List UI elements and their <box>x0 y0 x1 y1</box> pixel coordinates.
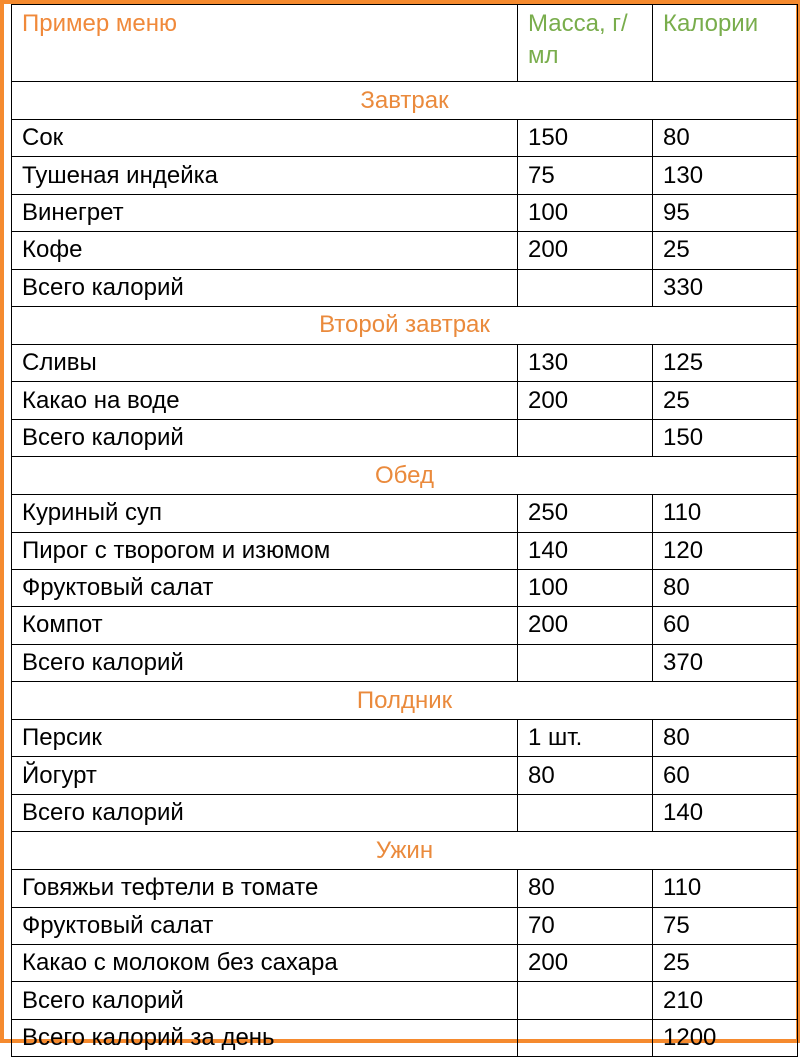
section-title: Ужин <box>12 832 798 870</box>
calories-cell: 75 <box>653 907 798 944</box>
calories-cell: 60 <box>653 607 798 644</box>
item-name-cell: Персик <box>12 720 518 757</box>
calories-cell: 130 <box>653 157 798 194</box>
mass-cell: 200 <box>518 607 653 644</box>
mass-cell <box>518 269 653 306</box>
table-row <box>12 532 798 569</box>
item-name-cell: Сок <box>12 120 518 157</box>
mass-cell: 200 <box>518 945 653 982</box>
item-name-cell: Всего калорий <box>12 419 518 456</box>
table-row <box>12 607 798 644</box>
calories-cell: 110 <box>653 870 798 907</box>
section-title: Второй завтрак <box>12 306 798 344</box>
mass-cell: 140 <box>518 532 653 569</box>
day-total-mass <box>518 1019 653 1056</box>
day-total-label: Всего калорий за день <box>12 1019 518 1056</box>
mass-cell: 80 <box>518 870 653 907</box>
item-name-cell: Всего калорий <box>12 982 518 1019</box>
calories-cell: 80 <box>653 120 798 157</box>
table-row <box>12 232 798 269</box>
section-header-row <box>12 82 798 120</box>
item-name-cell: Компот <box>12 607 518 644</box>
header-calories: Калории <box>653 5 798 82</box>
item-name-cell: Сливы <box>12 344 518 381</box>
item-name-cell: Тушеная индейка <box>12 157 518 194</box>
calories-cell: 80 <box>653 569 798 606</box>
calories-cell: 110 <box>653 495 798 532</box>
table-row <box>12 870 798 907</box>
mass-cell: 250 <box>518 495 653 532</box>
table-row <box>12 419 798 456</box>
section-title: Обед <box>12 457 798 495</box>
mass-cell <box>518 794 653 831</box>
item-name-cell: Винегрет <box>12 194 518 231</box>
section-title: Полдник <box>12 682 798 720</box>
table-row <box>12 382 798 419</box>
table-row <box>12 344 798 381</box>
section-header-row <box>12 682 798 720</box>
header-row <box>12 5 798 82</box>
calories-cell: 150 <box>653 419 798 456</box>
table-row <box>12 120 798 157</box>
item-name-cell: Куриный суп <box>12 495 518 532</box>
item-name-cell: Фруктовый салат <box>12 907 518 944</box>
calories-cell: 25 <box>653 945 798 982</box>
table-row <box>12 269 798 306</box>
table-row <box>12 194 798 231</box>
table-row <box>12 794 798 831</box>
item-name-cell: Какао на воде <box>12 382 518 419</box>
mass-cell: 80 <box>518 757 653 794</box>
day-total-row <box>12 1019 798 1056</box>
item-name-cell: Кофе <box>12 232 518 269</box>
mass-cell: 70 <box>518 907 653 944</box>
calories-cell: 370 <box>653 644 798 681</box>
mass-cell: 150 <box>518 120 653 157</box>
mass-cell <box>518 644 653 681</box>
table-row <box>12 644 798 681</box>
item-name-cell: Всего калорий <box>12 794 518 831</box>
table-row <box>12 157 798 194</box>
mass-cell: 75 <box>518 157 653 194</box>
mass-cell: 100 <box>518 569 653 606</box>
table-row <box>12 907 798 944</box>
section-header-row <box>12 457 798 495</box>
calories-cell: 140 <box>653 794 798 831</box>
table-row <box>12 720 798 757</box>
table-row <box>12 495 798 532</box>
item-name-cell: Пирог с творогом и изюмом <box>12 532 518 569</box>
mass-cell: 1 шт. <box>518 720 653 757</box>
header-title: Пример меню <box>12 5 518 82</box>
calories-cell: 25 <box>653 382 798 419</box>
item-name-cell: Какао с молоком без сахара <box>12 945 518 982</box>
mass-cell: 200 <box>518 232 653 269</box>
item-name-cell: Всего калорий <box>12 269 518 306</box>
calories-cell: 210 <box>653 982 798 1019</box>
day-total-calories: 1200 <box>653 1019 798 1056</box>
calories-cell: 80 <box>653 720 798 757</box>
item-name-cell: Говяжьи тефтели в томате <box>12 870 518 907</box>
section-title: Завтрак <box>12 82 798 120</box>
mass-cell: 100 <box>518 194 653 231</box>
calories-cell: 60 <box>653 757 798 794</box>
mass-cell: 130 <box>518 344 653 381</box>
table-row <box>12 982 798 1019</box>
menu-table <box>11 4 798 1057</box>
calories-cell: 95 <box>653 194 798 231</box>
mass-cell: 200 <box>518 382 653 419</box>
menu-table-body <box>12 5 798 1057</box>
calories-cell: 25 <box>653 232 798 269</box>
calories-cell: 120 <box>653 532 798 569</box>
item-name-cell: Всего калорий <box>12 644 518 681</box>
mass-cell <box>518 982 653 1019</box>
table-row <box>12 757 798 794</box>
item-name-cell: Фруктовый салат <box>12 569 518 606</box>
item-name-cell: Йогурт <box>12 757 518 794</box>
mass-cell <box>518 419 653 456</box>
calories-cell: 330 <box>653 269 798 306</box>
table-row <box>12 945 798 982</box>
calories-cell: 125 <box>653 344 798 381</box>
section-header-row <box>12 306 798 344</box>
header-mass: Масса, г/мл <box>518 5 653 82</box>
section-header-row <box>12 832 798 870</box>
table-row <box>12 569 798 606</box>
